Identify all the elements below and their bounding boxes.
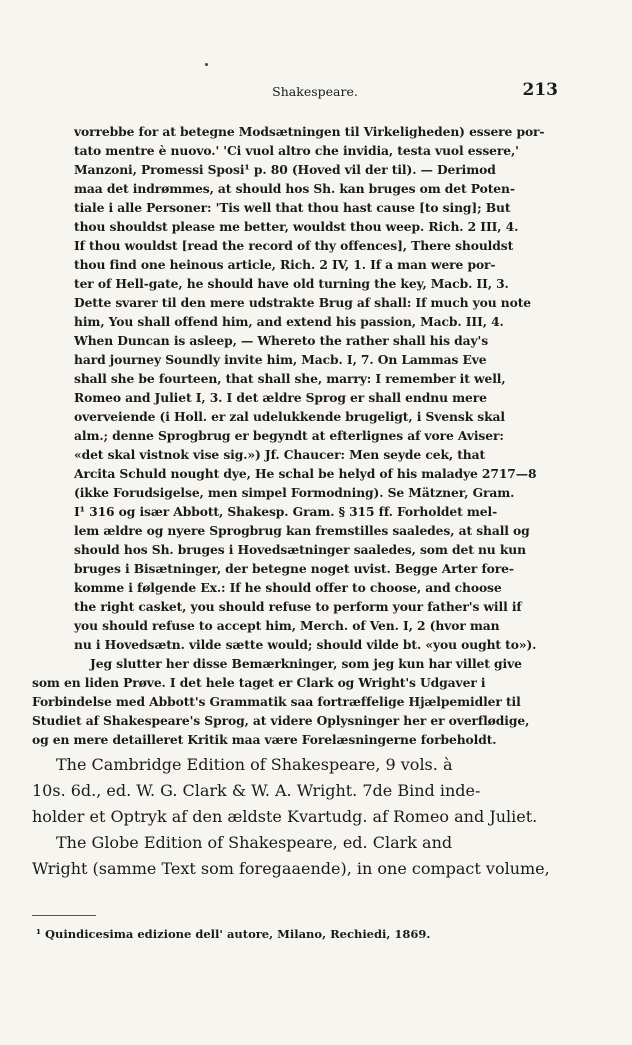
text-line: alm.; denne Sprogbrug er begyndt at efterlignes af vore Aviser: — [74, 428, 504, 443]
text-line: Arcita Schuld nought dye, He schal be helyd of his maladye 2717—8 — [74, 466, 537, 481]
text-line-large: 10s. 6d., ed. W. G. Clark & W. A. Wright. 7de Bind inde- — [32, 781, 481, 800]
text-line: thou shouldst please me better, wouldst thou weep. Rich. 2 III, 4. — [74, 219, 519, 234]
running-head: Shakespeare. — [272, 84, 358, 99]
text-line: I¹ 316 og især Abbott, Shakesp. Gram. § 315 ff. Forholdet mel- — [74, 504, 498, 519]
text-line: som en liden Prøve. I det hele taget er Clark og Wright's Udgaver i — [32, 675, 486, 690]
text-line: Forbindelse med Abbott's Grammatik saa fortræffelige Hjælpemidler til — [32, 694, 521, 709]
text-line: Studiet af Shakespeare's Sprog, at videre Oplysninger her er overflødige, — [32, 713, 530, 728]
text-line: tato mentre è nuovo.' 'Ci vuol altro che invidia, testa vuol essere,' — [74, 143, 519, 158]
text-line: overveiende (i Holl. er zal udelukkende brugeligt, i Svensk skal — [74, 409, 505, 424]
text-line: ter of Hell-gate, he should have old turning the key, Macb. II, 3. — [74, 276, 509, 291]
page-number: 213 — [522, 80, 558, 100]
text-line: Jeg slutter her disse Bemærkninger, som jeg kun har villet give — [90, 656, 522, 671]
text-line: Dette svarer til den mere udstrakte Brug af shall: If much you note — [74, 295, 532, 310]
text-line: When Duncan is asleep, — Whereto the rather shall his day's — [74, 333, 489, 348]
text-line: maa det indrømmes, at should hos Sh. kan bruges om det Poten- — [74, 181, 515, 196]
print-speck — [205, 63, 208, 66]
text-line: him, You shall offend him, and extend his passion, Macb. III, 4. — [74, 314, 504, 329]
text-line: bruges i Bisætninger, der betegne noget uvist. Begge Arter fore- — [74, 561, 514, 576]
text-line: «det skal vistnok vise sig.») Jf. Chaucer: Men seyde cek, that — [74, 447, 486, 462]
text-line: vorrebbe for at betegne Modsætningen til Virkeligheden) essere por- — [74, 124, 545, 139]
text-line: lem ældre og nyere Sprogbrug kan fremstilles saaledes, at shall og — [74, 523, 530, 538]
text-line-large: holder et Optryk af den ældste Kvartudg. af Romeo and Juliet. — [32, 807, 538, 826]
text-line: nu i Hovedsætn. vilde sætte would; should vilde bt. «you ought to»). — [74, 637, 537, 652]
text-line: thou find one heinous article, Rich. 2 IV, 1. If a man were por- — [74, 257, 496, 272]
text-line: og en mere detailleret Kritik maa være Forelæsningerne forbeholdt. — [32, 732, 497, 747]
text-line: hard journey Soundly invite him, Macb. I, 7. On Lammas Eve — [74, 352, 487, 367]
text-line: shall she be fourteen, that shall she, marry: I remember it well, — [74, 371, 506, 386]
text-line: should hos Sh. bruges i Hovedsætninger saaledes, som det nu kun — [74, 542, 526, 557]
text-line-large: The Cambridge Edition of Shakespeare, 9 vols. à — [56, 755, 453, 774]
footnote: ¹ Quindicesima edizione dell' autore, Milano, Rechiedi, 1869. — [36, 927, 431, 941]
text-line: Romeo and Juliet I, 3. I det ældre Sprog er shall endnu mere — [74, 390, 487, 405]
text-line: Manzoni, Promessi Sposi¹ p. 80 (Hoved vil der til). — Derimod — [74, 162, 496, 177]
text-line: the right casket, you should refuse to perform your father's will if — [74, 599, 522, 614]
text-line-large: The Globe Edition of Shakespeare, ed. Clark and — [56, 833, 453, 852]
text-line: tiale i alle Personer: 'Tis well that thou hast cause [to sing]; But — [74, 200, 511, 215]
text-line: (ikke Forudsigelse, men simpel Formodning). Se Mätzner, Gram. — [74, 485, 515, 500]
footnote-rule — [32, 915, 96, 916]
text-line: you should refuse to accept him, Merch. of Ven. I, 2 (hvor man — [74, 618, 500, 633]
text-line: komme i følgende Ex.: If he should offer to choose, and choose — [74, 580, 502, 595]
text-line: If thou wouldst [read the record of thy offences], There shouldst — [74, 238, 514, 253]
page-header — [72, 80, 558, 102]
text-line-large: Wright (samme Text som foregaaende), in one compact volume, — [32, 859, 550, 878]
